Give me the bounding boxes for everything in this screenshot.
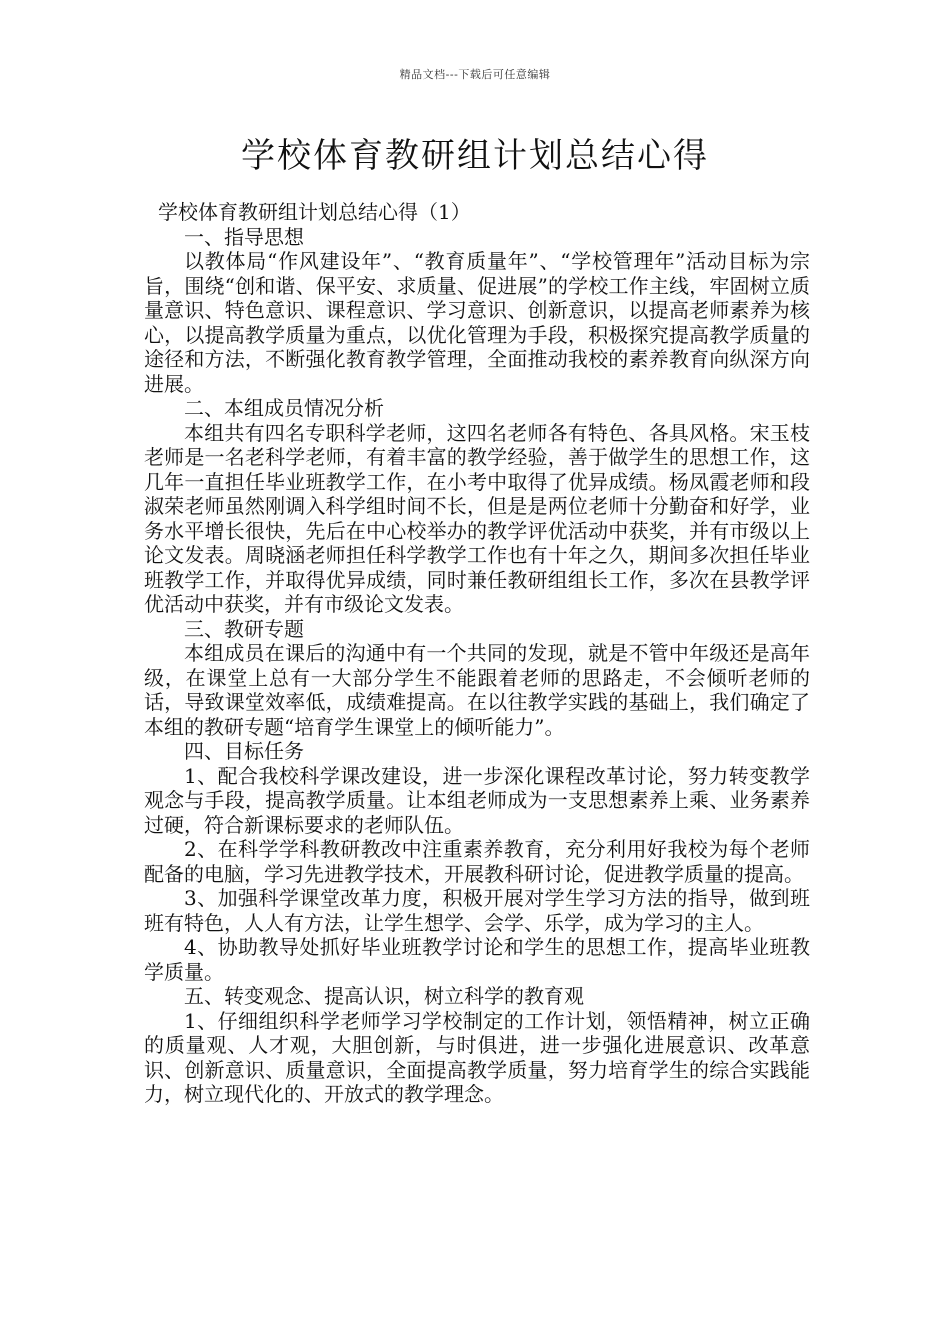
heading-member-analysis: 二、本组成员情况分析	[184, 396, 384, 420]
paragraph-research-topic: 本组成员在课后的沟通中有一个共同的发现，就是不管中年级还是高年级，在课堂上总有一大部分学生不能跟着老师的思路走，不会倾听老师的话，导致课堂效率低，成绩难提高。在以往教学实践的基础上，我们确定了本组的教研专题“培育学生课堂上的倾听能力”。	[144, 641, 810, 739]
paragraph-goal-2: 2、在科学学科教研教改中注重素养教育，充分利用好我校为每个老师配备的电脑，学习先进教学技术，开展教科研讨论，促进教学质量的提高。	[144, 837, 810, 886]
paragraph-goal-4: 4、协助教导处抓好毕业班教学讨论和学生的思想工作，提高毕业班教学质量。	[144, 935, 810, 984]
document-body	[144, 200, 810, 1107]
paragraph-goal-1: 1、配合我校科学课改建设，进一步深化课程改革讨论，努力转变教学观念与手段，提高教学质量。让本组老师成为一支思想素养上乘、业务素养过硬，符合新课标要求的老师队伍。	[144, 763, 810, 837]
heading-guiding-ideology: 一、指导思想	[184, 224, 304, 249]
paragraph-goal-3: 3、加强科学课堂改革力度，积极开展对学生学习方法的指导，做到班班有特色，人人有方法，让学生想学、会学、乐学，成为学习的主人。	[144, 886, 810, 935]
paragraph-member-analysis: 本组共有四名专职科学老师，这四名老师各有特色、各具风格。宋玉枝老师是一名老科学老师，有着丰富的教学经验，善于做学生的思想工作，这几年一直担任毕业班教学工作，在小考中取得了优异成绩。杨凤霞老师和段淑荣老师虽然刚调入科学组时间不长，但是是两位老师十分勤奋和好学，业务水平增长很快，先后在中心校举办的教学评优活动中获奖，并有市级以上论文发表。周晓涵老师担任科学教学工作也有十年之久，期间多次担任毕业班教学工作，并取得优异成绩，同时兼任教研组组长工作，多次在县教学评优活动中获奖，并有市级论文发表。	[144, 420, 810, 616]
heading-research-topic: 三、教研专题	[184, 616, 304, 641]
paragraph-guiding-ideology: 以教体局“作风建设年”、“教育质量年”、“学校管理年”活动目标为宗旨，围绕“创和谐、保平安、求质量、促进展”的学校工作主线，牢固树立质量意识、特色意识、课程意识、学习意识、创新意识，以提高老师素养为核心，以提高教学质量为重点，以优化管理为手段，积极探究提高教学质量的途径和方法，不断强化教育教学管理，全面推动我校的素养教育向纵深方向进展。	[144, 249, 810, 396]
document-title: 学校体育教研组计划总结心得	[241, 136, 709, 176]
heading-goals-tasks: 四、目标任务	[184, 739, 304, 763]
section-subtitle: 学校体育教研组计划总结心得（1）	[158, 200, 471, 224]
paragraph-education-view-1: 1、仔细组织科学老师学习学校制定的工作计划，领悟精神，树立正确的质量观、人才观，大胆创新，与时俱进，进一步强化进展意识、改革意识、创新意识、质量意识，全面提高教学质量，努力培育学生的综合实践能力，树立现代化的、开放式的教学理念。	[144, 1008, 810, 1106]
header-note: 精品文档---下载后可任意编辑	[399, 68, 551, 81]
heading-education-view: 五、转变观念、提高认识，树立科学的教育观	[184, 984, 584, 1008]
